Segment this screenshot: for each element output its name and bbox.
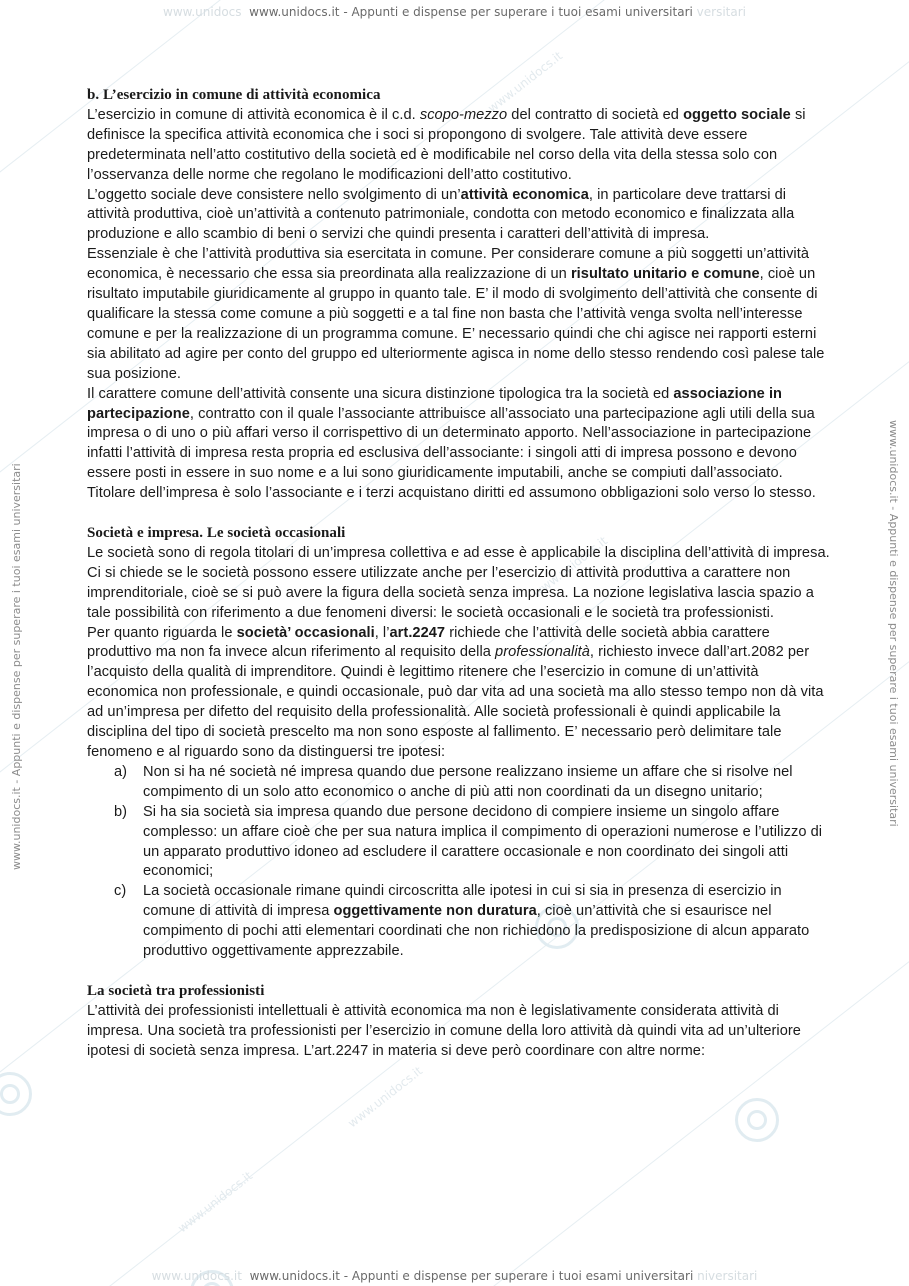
paragraph — [87, 385, 832, 504]
section-heading-societa: Società e impresa. Le società occasionali — [87, 525, 346, 542]
header-faded-prefix: www.unidocs — [163, 5, 250, 19]
text-run: Essenziale è che l’attività produttiva sia esercitata in comune. Per considerare comune a più soggetti un’attività economica, è necessario che essa sia preordinata alla realizzazione di un — [87, 246, 809, 283]
text-run: si definisce la specifica attività economica che i soci si propongono di svolgere. Tale attività deve essere predeterminata nell’atto costitutivo della società ed è modificabile nel corso della vita della stessa solo con l’osservanza delle norme che regolano le modificazioni dell’atto costitutivo. — [87, 106, 806, 183]
list-item-text: Non si ha né società né impresa quando due persone realizzano insieme un affare che si risolve nel compimento di un solo atto economico o anche di più atti non coordinati da un disegno unitario; — [143, 763, 793, 800]
page-footer — [0, 1269, 909, 1283]
list-marker: c) — [114, 883, 127, 900]
text-run: L’oggetto sociale deve consistere nello svolgimento di un’ — [87, 186, 461, 203]
list-item — [87, 763, 832, 803]
bold-term: oggetto sociale — [683, 106, 791, 123]
watermark-logo-icon — [735, 1098, 779, 1142]
document-body — [87, 86, 832, 1062]
footer-link[interactable]: www.unidocs.it - Appunti e dispense per superare i tuoi esami universitari — [249, 1269, 694, 1283]
watermark-text: www.unidocs.it — [345, 1063, 426, 1131]
side-banner-right-text: www.unidocs.it - Appunti e dispense per superare i tuoi esami universitari — [887, 420, 900, 827]
list-item — [87, 803, 832, 883]
paragraph — [87, 106, 832, 186]
section-spacer — [87, 504, 832, 524]
footer-faded-prefix: www.unidocs.it — [151, 1269, 250, 1283]
bold-term: risultato unitario e comune — [570, 266, 760, 283]
section-heading-b: b. L’esercizio in comune di attività economica — [87, 87, 381, 103]
list-item — [87, 882, 832, 962]
side-banner-left — [10, 463, 23, 870]
hypotheses-list — [87, 763, 832, 962]
paragraph — [87, 624, 832, 763]
bold-term: attività economica — [460, 186, 589, 203]
watermark-text: www.unidocs.it — [175, 1168, 256, 1236]
list-marker: b) — [114, 803, 128, 820]
list-item-text: La società occasionale rimane quindi circoscritta alle ipotesi in cui si sia in presenza di esercizio in comune di attività di impresa — [143, 883, 782, 920]
bold-term: società’ occasionali — [236, 624, 375, 641]
side-banner-left-text: www.unidocs.it - Appunti e dispense per superare i tuoi esami universitari — [10, 463, 23, 870]
text-run: , richiesto invece dall’art.2082 per l’acquisto della qualità di imprenditore. Quindi è legittimo ritenere che l’esercizio in comune di un’attività economica non professionale, e quindi occasionale, può dar vita ad una società ma allo stesso tempo non dà vita ad un’impresa per difetto del requisito della professionalità. Alle società professionali è quindi applicabile la disciplina del tipo di società prescelto ma non sono esposte al fallimento. E’ necessario però delimitare tale fenomeno e al riguardo sono da distinguersi tre ipotesi: — [87, 644, 824, 760]
section-heading-professionisti: La società tra professionisti — [87, 982, 265, 999]
text-run: L’esercizio in comune di attività economica è il c.d. — [87, 106, 420, 123]
italic-term: scopo-mezzo — [419, 106, 508, 123]
text-run: del contratto di società ed — [507, 106, 684, 123]
page-header — [0, 5, 909, 19]
paragraph: Le società sono di regola titolari di un’impresa collettiva e ad esse è applicabile la disciplina dell’attività di impresa. — [87, 544, 830, 561]
watermark-logo-icon — [0, 1072, 32, 1116]
list-marker: a) — [114, 763, 128, 780]
text-run: , contratto con il quale l’associante attribuisce all’associato una partecipazione agli utili della sua impresa o di uno o più affari verso il corrispettivo di un determinato apporto. Nell’associazione in partecipazione infatti l’attività di impresa resta propria ed esclusiva dell’associante: i singoli atti di impresa possono e devono essere posti in essere in suo nome e a lui sono giuridicamente imputabili, anche se compiuti dall’associato. Titolare dell’impresa è solo l’associante e i terzi acquistano diritti ed assumono obbligazioni solo verso lo stesso. — [87, 405, 816, 502]
footer-faded-suffix: niversitari — [693, 1269, 758, 1283]
text-run: richiede che l’attività delle società abbia carattere produttivo ma non fa invece alcun riferimento al requisito della — [87, 624, 770, 661]
paragraph — [87, 186, 832, 246]
list-item-text: Si ha sia società sia impresa quando due persone decidono di compiere insieme un singolo affare complesso: un affare cioè che per sua natura implica il compimento di operazioni numerose e l’utilizzo di un apparato produttivo idoneo ad escludere il carattere occasionale e non coordinato dei singoli atti economici; — [143, 803, 823, 880]
list-item-text: , cioè un’attività che si esaurisce nel compimento di pochi atti elementari coordinati che non richiedono la predisposizione di alcun apparato produttivo oggettivamente apprezzabile. — [143, 903, 810, 960]
text-run: , cioè un risultato imputabile giuridicamente al gruppo in quanto tale. E’ il modo di svolgimento dell’attività che consente di qualificare la stessa come comune a più soggetti e a tal fine non basta che l’attività venga svolta nell’interesse comune e per la realizzazione di un programma comune. E’ necessario quindi che chi agisce nei rapporti esterni sia abilitato ad agire per conto del gruppo ed ulteriormente agisca in nome dello stesso rendendo così palese tale sua posizione. — [87, 266, 825, 382]
bold-term: art.2247 — [389, 624, 446, 641]
side-banner-right — [887, 420, 900, 827]
text-run: Il carattere comune dell’attività consente una sicura distinzione tipologica tra la società ed — [87, 385, 674, 402]
text-run: Per quanto riguarda le — [87, 624, 237, 641]
text-run: , l’ — [374, 624, 390, 641]
text-run: , in particolare deve trattarsi di attività produttiva, cioè un’attività a contenuto patrimoniale, condotta con metodo economico e finalizzata alla produzione e allo scambio di beni o servizi che quindi presenta i caratteri dell’attività di impresa. — [87, 186, 795, 243]
section-spacer — [87, 962, 832, 982]
bold-term: associazione in partecipazione — [87, 385, 783, 422]
italic-term: professionalità — [495, 644, 590, 661]
watermark-text: www.unidocs.it — [485, 48, 566, 116]
bold-term: oggettivamente non duratura — [333, 903, 537, 920]
paragraph: L’attività dei professionisti intellettuali è attività economica ma non è legislativamente considerata attività di impresa. Una società tra professionisti per l’esercizio in comune della loro attività dà quindi vita ad un’ulteriore ipotesi di società senza impresa. L’art.2247 in materia si deve però coordinare con altre norme: — [87, 1002, 801, 1059]
watermark-text: www.unidocs.it — [530, 533, 611, 601]
header-link[interactable]: www.unidocs.it - Appunti e dispense per superare i tuoi esami universitari — [249, 5, 693, 19]
header-faded-suffix: versitari — [692, 5, 746, 19]
paragraph: Ci si chiede se le società possono essere utilizzate anche per l’esercizio di attività produttiva a carattere non imprenditoriale, cioè se si può avere la figura della società senza impresa. La nozione legislativa lascia spazio a tale possibilità con riferimento a due fenomeni diversi: le società occasionali e le società tra professionisti. — [87, 564, 814, 621]
paragraph — [87, 245, 832, 384]
